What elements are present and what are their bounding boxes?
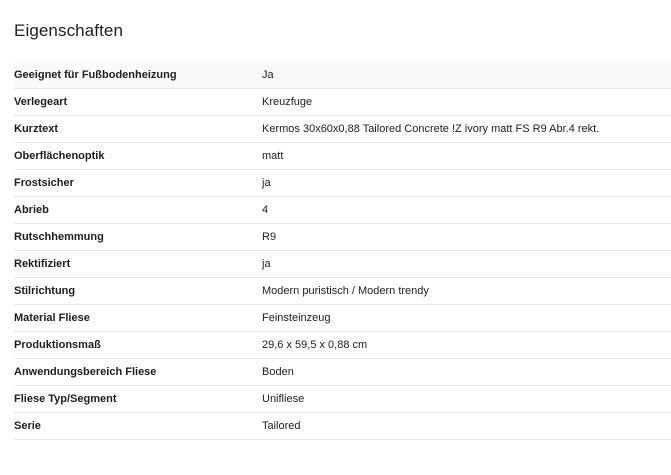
property-label: Serie <box>14 420 41 432</box>
property-value: Feinsteinzeug <box>262 312 331 324</box>
property-label: Produktionsmaß <box>14 339 101 351</box>
property-value: 4 <box>262 204 269 216</box>
property-label: Stilrichtung <box>14 285 76 297</box>
property-row-material-fliese <box>14 305 671 332</box>
property-row-abrieb <box>14 197 671 224</box>
property-row-frostsicher <box>14 170 671 197</box>
property-label: Geeignet für Fußbodenheizung <box>14 69 177 81</box>
property-row-produktionsmass <box>14 332 671 359</box>
property-value: Unifliese <box>262 393 305 405</box>
property-value: Kermos 30x60x0,88 Tailored Concrete !Z ivory matt FS R9 Abr.4 rekt. <box>262 123 600 135</box>
property-value: matt <box>262 150 284 162</box>
properties-table <box>14 62 671 440</box>
property-row-stilrichtung <box>14 278 671 305</box>
property-value: R9 <box>262 231 277 243</box>
property-value: ja <box>262 177 271 189</box>
property-value: ja <box>262 258 271 270</box>
property-label: Frostsicher <box>14 177 74 189</box>
property-value: Modern puristisch / Modern trendy <box>262 285 429 297</box>
property-row-serie <box>14 413 671 440</box>
property-label: Verlegeart <box>14 96 68 108</box>
property-label: Rektifiziert <box>14 258 71 270</box>
property-label: Oberflächenoptik <box>14 150 105 162</box>
property-row-fliese-typ <box>14 386 671 413</box>
property-value: 29,6 x 59,5 x 0,88 cm <box>262 339 368 351</box>
property-label: Abrieb <box>14 204 49 216</box>
property-label: Kurztext <box>14 123 59 135</box>
property-label: Rutschhemmung <box>14 231 104 243</box>
property-label: Material Fliese <box>14 312 90 324</box>
property-value: Ja <box>262 69 274 81</box>
property-row-rektifiziert <box>14 251 671 278</box>
property-row-verlegeart <box>14 89 671 116</box>
property-row-rutschhemmung <box>14 224 671 251</box>
property-row-anwendungsbereich <box>14 359 671 386</box>
property-row-kurztext <box>14 116 671 143</box>
property-value: Kreuzfuge <box>262 96 313 108</box>
property-row-oberflaechenoptik <box>14 143 671 170</box>
property-value: Tailored <box>262 420 301 432</box>
property-row-fussbodenheizung <box>14 62 671 89</box>
property-value: Boden <box>262 366 294 378</box>
section-title: Eigenschaften <box>14 21 124 40</box>
property-label: Anwendungsbereich Fliese <box>14 366 157 378</box>
property-label: Fliese Typ/Segment <box>14 393 117 405</box>
